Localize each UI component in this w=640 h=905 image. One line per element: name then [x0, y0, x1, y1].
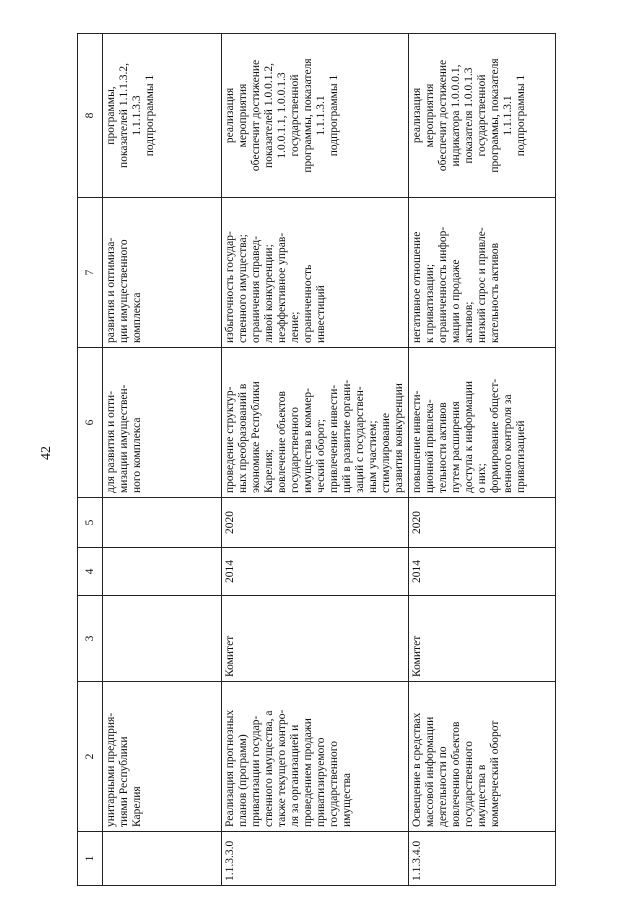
link-to-indicators-cell: реализация мероприятия обеспечит достижение индикатора 1.0.0.0.1, показателя 1.0.0.1.3 государственной программы, показателя 1.1.1.3.1 подпрограммы 1 — [409, 34, 556, 198]
code-cell — [103, 832, 222, 886]
table-row — [103, 34, 222, 886]
expected-result-cell: повышение инвести- ционной привлека- тельности активов путем расширения доступа к информации о них; формирование общест- венного контроля за приватизацией — [409, 348, 556, 498]
table-row — [409, 34, 556, 886]
end-year-cell: 2020 — [409, 498, 556, 548]
rotated-table-page — [77, 34, 538, 886]
header-cell: 3 — [78, 596, 103, 682]
start-year-cell: 2014 — [222, 548, 409, 596]
consequences-cell: негативное отношение к приватизации; ограниченность инфор- мации о продаже активов; низкий спрос и привле- кательность активов — [409, 198, 556, 348]
header-cell: 8 — [78, 34, 103, 198]
table-header-row — [78, 34, 103, 886]
header-cell: 4 — [78, 548, 103, 596]
header-cell: 6 — [78, 348, 103, 498]
measure-name-cell: Реализация прогнозных планов (программ) приватизации государ- ственного имущества, а также текущего контро- ля за организацией и проведением продажи приватизируемого государственного имущества — [222, 682, 409, 832]
measure-name-cell: унитарными предприя- тиями Республики Карелия — [103, 682, 222, 832]
end-year-cell: 2020 — [222, 498, 409, 548]
code-cell: 1.1.3.3.0 — [222, 832, 409, 886]
executor-cell — [103, 596, 222, 682]
expected-result-cell: для развития и опти- мизации имуществен- ного комплекса — [103, 348, 222, 498]
start-year-cell — [103, 548, 222, 596]
expected-result-cell: проведение структур- ных преобразований в экономике Республики Карелия; вовлечение объектов государственного имущества в коммер- ческий оборот; привлечение инвести- ций в развитие органи- заций с государствен- ным участием; стимулирование развития конкуренции — [222, 348, 409, 498]
code-cell: 1.1.3.4.0 — [409, 832, 556, 886]
header-cell: 7 — [78, 198, 103, 348]
header-cell: 1 — [78, 832, 103, 886]
page-number: 42 — [39, 446, 54, 460]
executor-cell: Комитет — [222, 596, 409, 682]
end-year-cell — [103, 498, 222, 548]
consequences-cell: избыточность государ- ственного имущества; ограничения справед- ливой конкуренции; неэффективное управ- ление; ограниченность инвестиций — [222, 198, 409, 348]
measure-name-cell: Освещение в средствах массовой информации деятельности по вовлечению объектов государственного имущества в коммерческий оборот — [409, 682, 556, 832]
table-row — [222, 34, 409, 886]
consequences-cell: развития и оптимиза- ции имущественного комплекса — [103, 198, 222, 348]
link-to-indicators-cell: реализация мероприятия обеспечит достижение показателей 1.0.0.1.2, 1.0.0.1.1, 1.0.0.1.3 государственной программы, показателя 1.1.1.3.1 подпрограммы 1 — [222, 34, 409, 198]
header-cell: 2 — [78, 682, 103, 832]
measures-table — [77, 33, 556, 886]
start-year-cell: 2014 — [409, 548, 556, 596]
header-cell: 5 — [78, 498, 103, 548]
link-to-indicators-cell: программы, показателей 1.1.1.3.2, 1.1.1.3.3 подпрограммы 1 — [103, 34, 222, 198]
executor-cell: Комитет — [409, 596, 556, 682]
